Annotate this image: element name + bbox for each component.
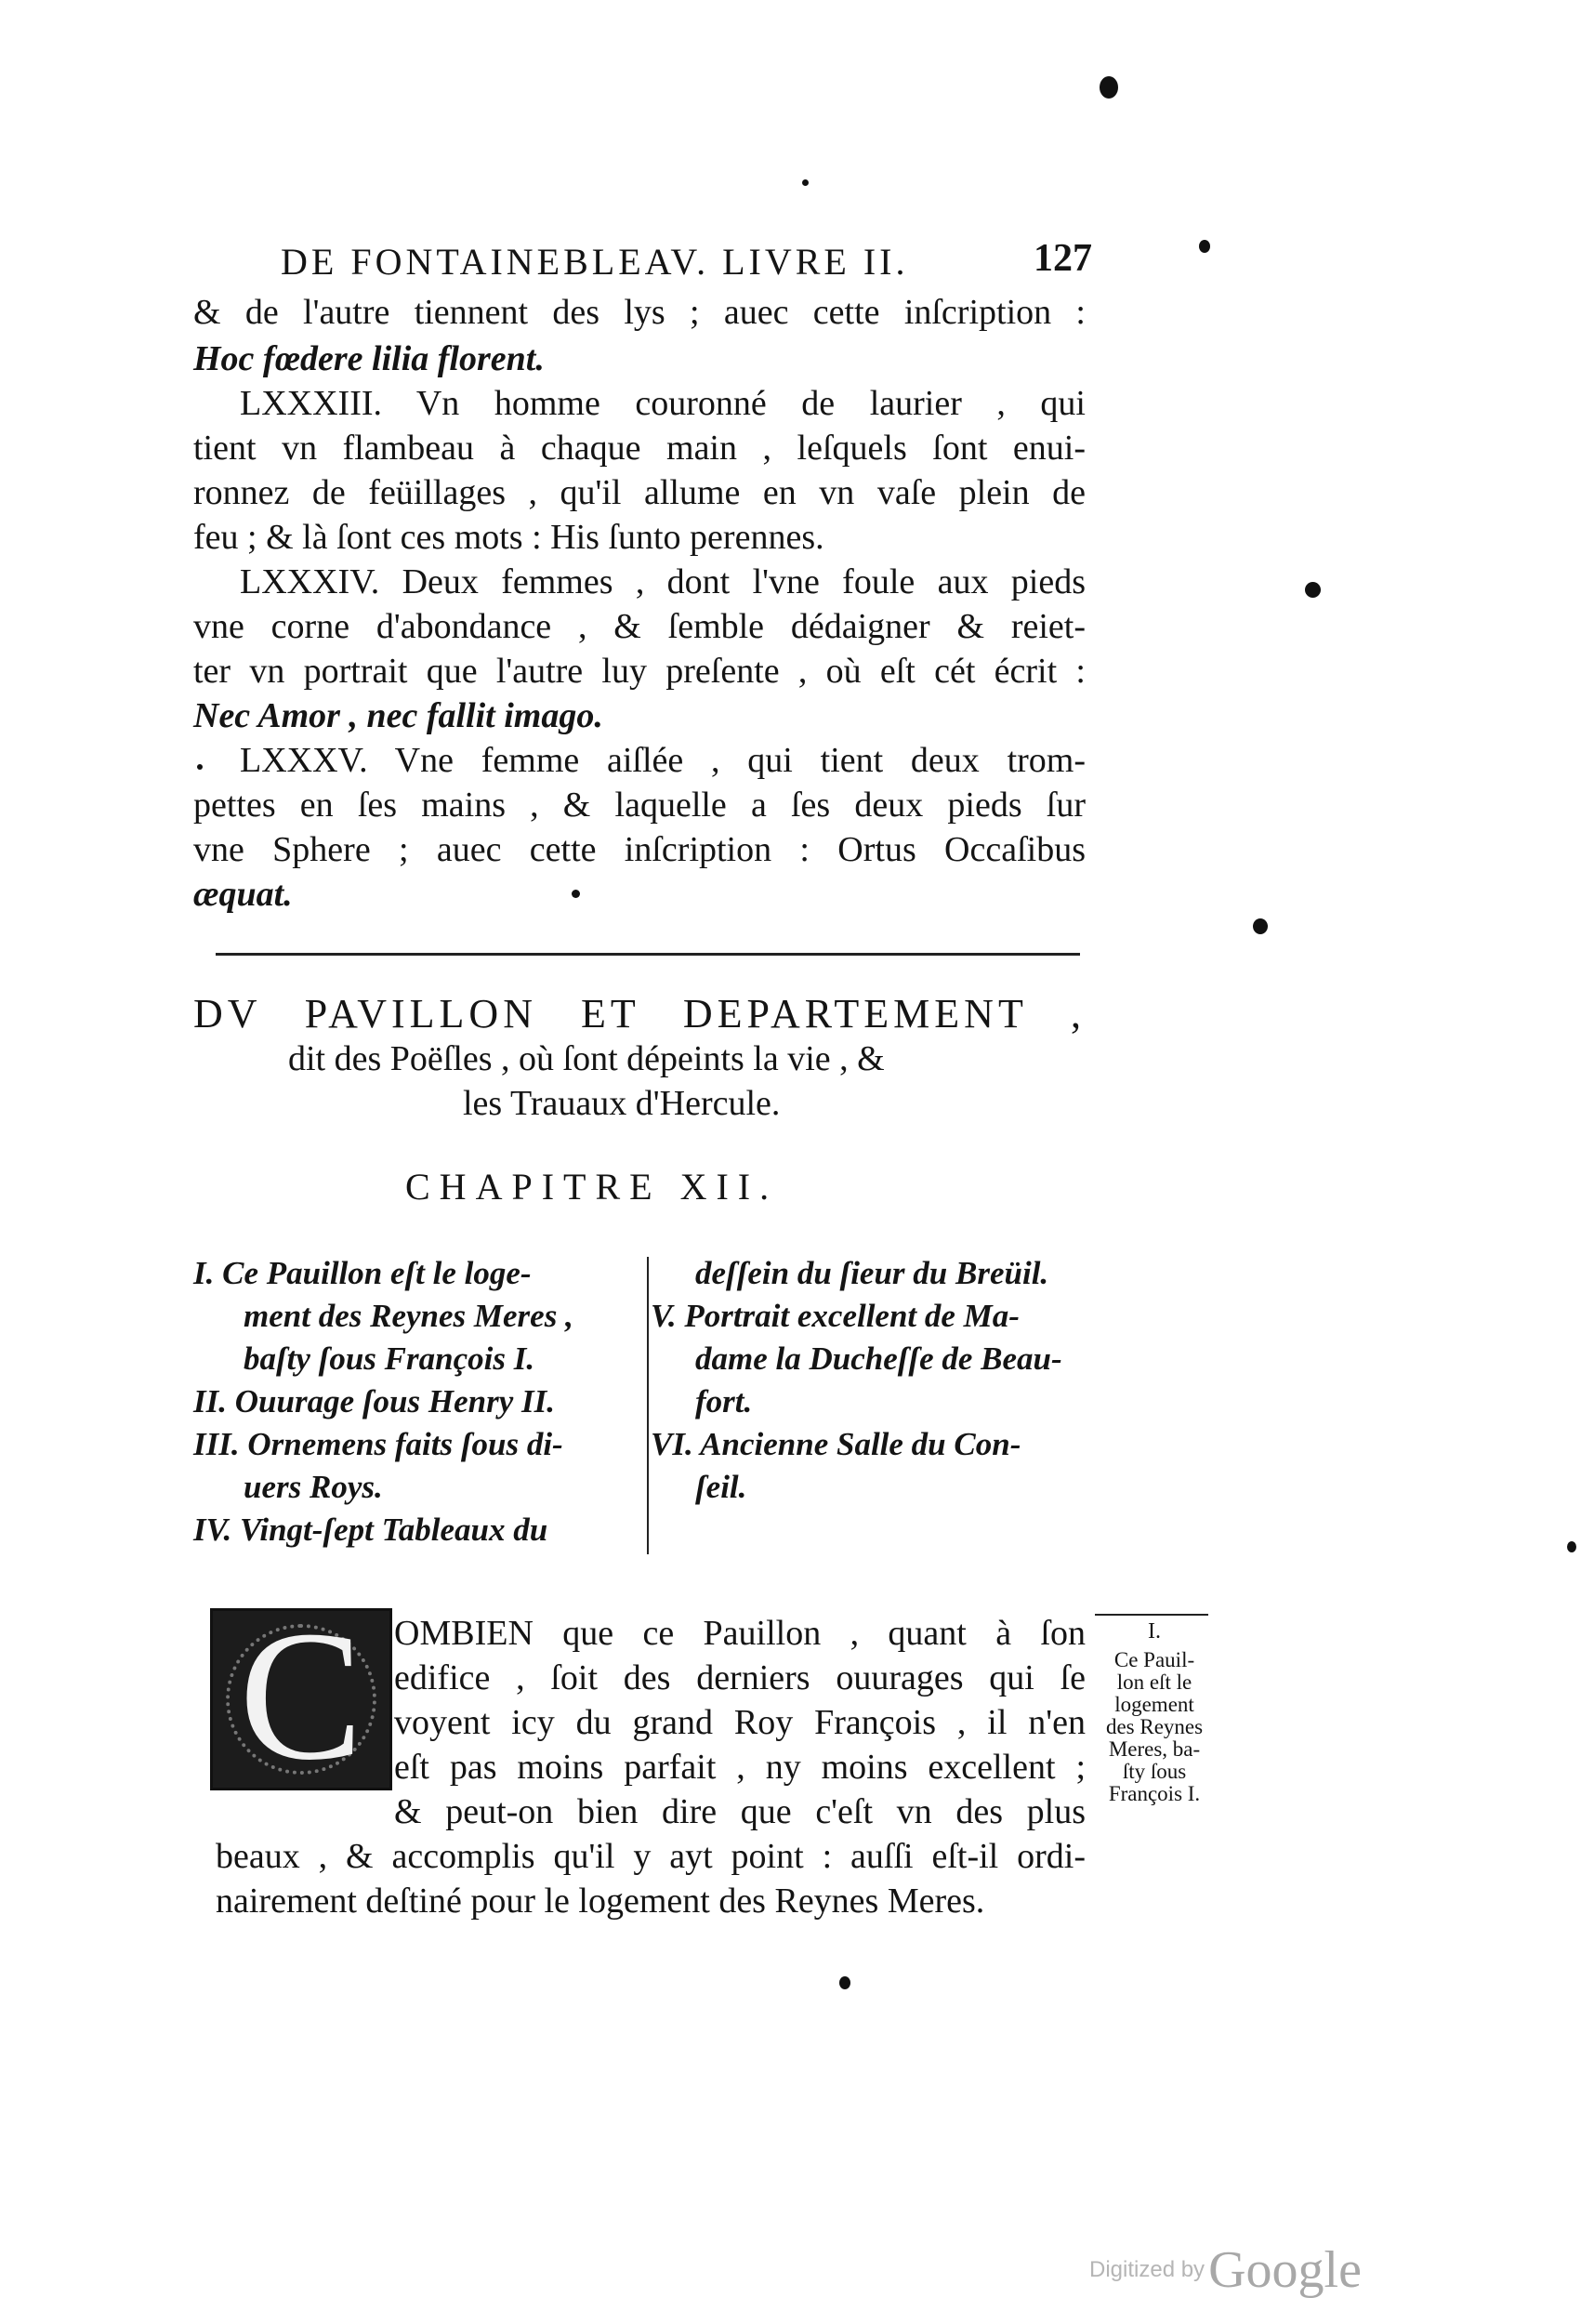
margin-line: François I. [1108, 1782, 1201, 1805]
text-line: Nec Amor , nec fallit imago. [193, 696, 603, 735]
ink-speck [802, 179, 809, 186]
text-line: eſt pas moins parfait , ny moins excellent ; [394, 1748, 1086, 1787]
text-line: edifice , ſoit des derniers ouurages qui ſe [394, 1658, 1086, 1697]
initial-letter: C [239, 1593, 363, 1799]
summary-item: III. Ornemens faits ſous di- [193, 1426, 563, 1462]
summary-item: IV. Vingt-ſept Tableaux du [193, 1512, 548, 1548]
text-line: vne corne d'abondance , & ſemble dédaigner & reiet- [193, 607, 1086, 646]
text-line: ronnez de feüillages , qu'il allume en vn vaſe plein de [193, 473, 1086, 512]
ink-speck [1199, 240, 1210, 253]
margin-line: lon eſt le [1116, 1670, 1192, 1694]
section-title: DV PAVILLON ET DEPARTEMENT , [193, 991, 1086, 1037]
margin-line: des Reynes [1105, 1715, 1204, 1738]
summary-item: VI. Ancienne Salle du Con- [651, 1426, 1021, 1462]
section-subtitle: dit des Poëſles , où ſont dépeints la vie , & [288, 1039, 885, 1078]
text-line: æquat. [193, 875, 293, 914]
text-line: LXXXIII. Vn homme couronné de laurier , qui [240, 384, 1086, 423]
digitization-watermark [1089, 2240, 1362, 2300]
summary-item: ſeil. [695, 1469, 747, 1505]
text-line: ter vn portrait que l'autre luy preſente , où eſt cét écrit : [193, 652, 1086, 691]
summary-item: dame la Ducheſſe de Beau- [695, 1340, 1062, 1377]
margin-line: Ce Pauil- [1113, 1648, 1195, 1671]
text-line: beaux , & accomplis qu'il y ayt point : auſſi eſt-il ordi- [216, 1837, 1086, 1876]
text-line: voyent icy du grand Roy François , il n'en [394, 1703, 1086, 1742]
margin-line: Meres, ba- [1108, 1737, 1201, 1761]
text-line: tient vn flambeau à chaque main , leſquels ſont enui- [193, 429, 1086, 468]
section-subtitle: les Trauaux d'Hercule. [463, 1084, 781, 1123]
text-line: LXXXV. Vne femme aiſlée , qui tient deux trom- [240, 741, 1086, 780]
ink-speck [839, 1976, 850, 1989]
text-line: feu ; & là ſont ces mots : His ſunto perennes. [193, 518, 824, 557]
text-line: vne Sphere ; auec cette inſcription : Ortus Occaſibus [193, 830, 1086, 869]
text-line: & de l'autre tiennent des lys ; auec cette inſcription : [193, 293, 1086, 332]
ink-speck [1253, 918, 1268, 934]
summary-item: baſty ſous François I. [244, 1340, 535, 1377]
ink-speck [1567, 1541, 1576, 1552]
running-title: DE FONTAINEBLEAV. LIVRE II. [281, 241, 909, 283]
summary-item: I. Ce Pauillon eſt le loge- [193, 1255, 532, 1291]
summary-item: ment des Reynes Meres , [244, 1298, 573, 1334]
summary-item: II. Ouurage ſous Henry II. [193, 1383, 555, 1419]
section-divider [216, 953, 1080, 956]
summary-column-divider [647, 1257, 649, 1554]
ink-speck [197, 764, 203, 770]
ink-speck [572, 890, 580, 898]
text-line: & peut-on bien dire que c'eſt vn des plus [394, 1792, 1086, 1831]
text-line: OMBIEN que ce Pauillon , quant à ſon [394, 1614, 1086, 1653]
summary-item: uers Roys. [244, 1469, 383, 1505]
summary-item: V. Portrait excellent de Ma- [651, 1298, 1020, 1334]
ink-speck [1100, 76, 1118, 99]
summary-item: fort. [695, 1383, 753, 1419]
watermark-prefix: Digitized by [1089, 2257, 1205, 2282]
margin-number: I. [1148, 1619, 1161, 1644]
text-line: Hoc fœdere lilia florent. [193, 339, 545, 378]
summary-item: deſſein du ſieur du Breüil. [695, 1255, 1049, 1291]
text-line: nairement deſtiné pour le logement des Reynes Meres. [216, 1882, 985, 1921]
margin-line: logement [1114, 1693, 1194, 1716]
ornamental-initial [210, 1593, 392, 1799]
margin-rule [1095, 1614, 1208, 1616]
text-line: LXXXIV. Deux femmes , dont l'vne foule aux pieds [240, 562, 1086, 601]
page-number: 127 [1034, 237, 1092, 280]
margin-line: ſty ſous [1122, 1760, 1187, 1783]
google-logo-text: Google [1208, 2241, 1362, 2299]
text-line: pettes en ſes mains , & laquelle a ſes deux pieds ſur [193, 786, 1086, 825]
chapter-heading: CHAPITRE XII. [405, 1166, 779, 1208]
ink-speck [1305, 582, 1321, 598]
